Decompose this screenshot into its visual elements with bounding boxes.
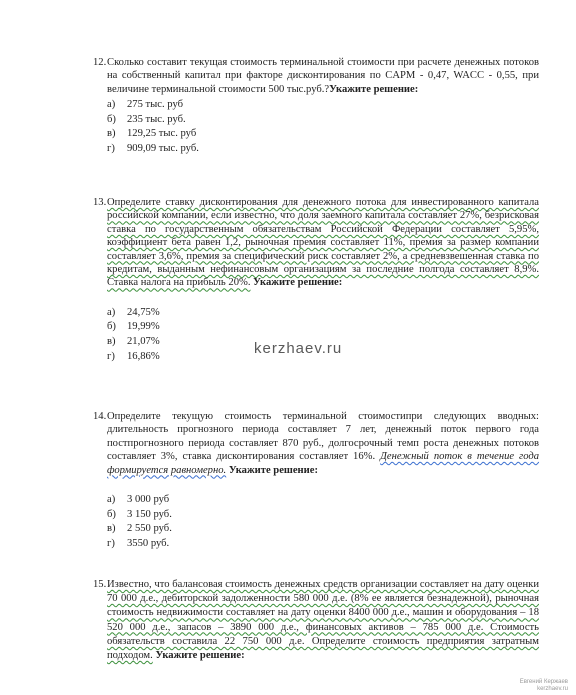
- option-b: б) 3 150 руб.: [107, 508, 172, 520]
- option-b: б) 235 тыс. руб.: [107, 113, 186, 125]
- question-number: 13.: [93, 197, 107, 208]
- option-a: а) 275 тыс. руб: [107, 99, 183, 111]
- question-number: 15.: [93, 579, 107, 590]
- question-number: 12.: [93, 57, 107, 68]
- option-a: а) 24,75%: [107, 306, 160, 318]
- answer-options: [107, 493, 539, 551]
- question-13: [93, 196, 539, 364]
- question-text: Сколько составит текущая стоимость терминальной стоимости при расчете денежных потоков на собственный капитал при факторе дисконтирования по CAPM - 0,47, WACC - 0,55, при величине терминальной стоимости 500 тыс.руб.?Укажите решение:: [107, 57, 539, 95]
- question-text: Определите ставку дисконтирования для денежного потока для инвестированного капитала российской компании, если известно, что доля заемного капитала составляет 27%, безрисковая ставка по государственным обязательствам Российской Федерации составляет 5,95%, коэффициент бета равен 1,2, рыночная премия составляет 11%, премия за размер компании составляет 3,6%, премия за специфический риск составляет 2%, а средневзвешенная ставка по кредитам, выданным нефинансовым организациям за последние полгода составляет 8,9%. Ставка налога на прибыль 20%. Укажите решение:: [107, 197, 539, 289]
- answer-options: [107, 98, 539, 156]
- question-number: 14.: [93, 411, 107, 422]
- answer-prompt: Укажите решение:: [155, 650, 245, 662]
- question-15: [93, 578, 539, 663]
- option-c: в) 2 550 руб.: [107, 523, 172, 535]
- question-text: Определите текущую стоимость терминальной стоимостипри следующих вводных: длительность прогнозного периода составляет 7 лет, денежный поток первого года постпрогнозного периода составляет 870 руб., долгосрочный темп роста денежных потоков составляет 3%, ставка дисконтирования составляет 16%. Денежный поток в течение года формируется равномерно. Укажите решение:: [107, 411, 540, 476]
- option-d: г) 3550 руб.: [107, 537, 170, 549]
- site-stamp: Евгений Кержаев kerzhaev.ru: [519, 679, 568, 692]
- option-b: б) 19,99%: [107, 321, 160, 333]
- answer-prompt: Укажите решение:: [228, 464, 318, 476]
- option-d: г) 909,09 тыс. руб.: [107, 143, 199, 154]
- option-c: в) 21,07%: [107, 336, 160, 348]
- watermark-text: kerzhaev.ru: [254, 340, 343, 357]
- answer-prompt: Укажите решение:: [329, 83, 419, 95]
- option-c: в) 129,25 тыс. руб: [107, 128, 197, 140]
- question-12: [93, 56, 539, 157]
- option-d: г) 16,86%: [107, 350, 160, 362]
- question-text: Известно, что балансовая стоимость денежных средств организации составляет на дату оценки 70 000 д.е., дебиторской задолженности 580 000 д.е. (8% ее является безнадежной), рыночная стоимость недвижимости составляет на дату оценки 8400 000 д.е., машин и оборудования – 18 520 000 д.е., запасов – 3890 000 д.е., финансовых активов – 785 000 д.е. Стоимость обязательств составила 22 750 000 д.е. Определите стоимость предприятия затратным подходом. Укажите решение:: [107, 579, 539, 662]
- answer-prompt: Укажите решение:: [253, 277, 343, 289]
- question-14: [93, 410, 540, 551]
- option-a: а) 3 000 руб: [107, 494, 170, 506]
